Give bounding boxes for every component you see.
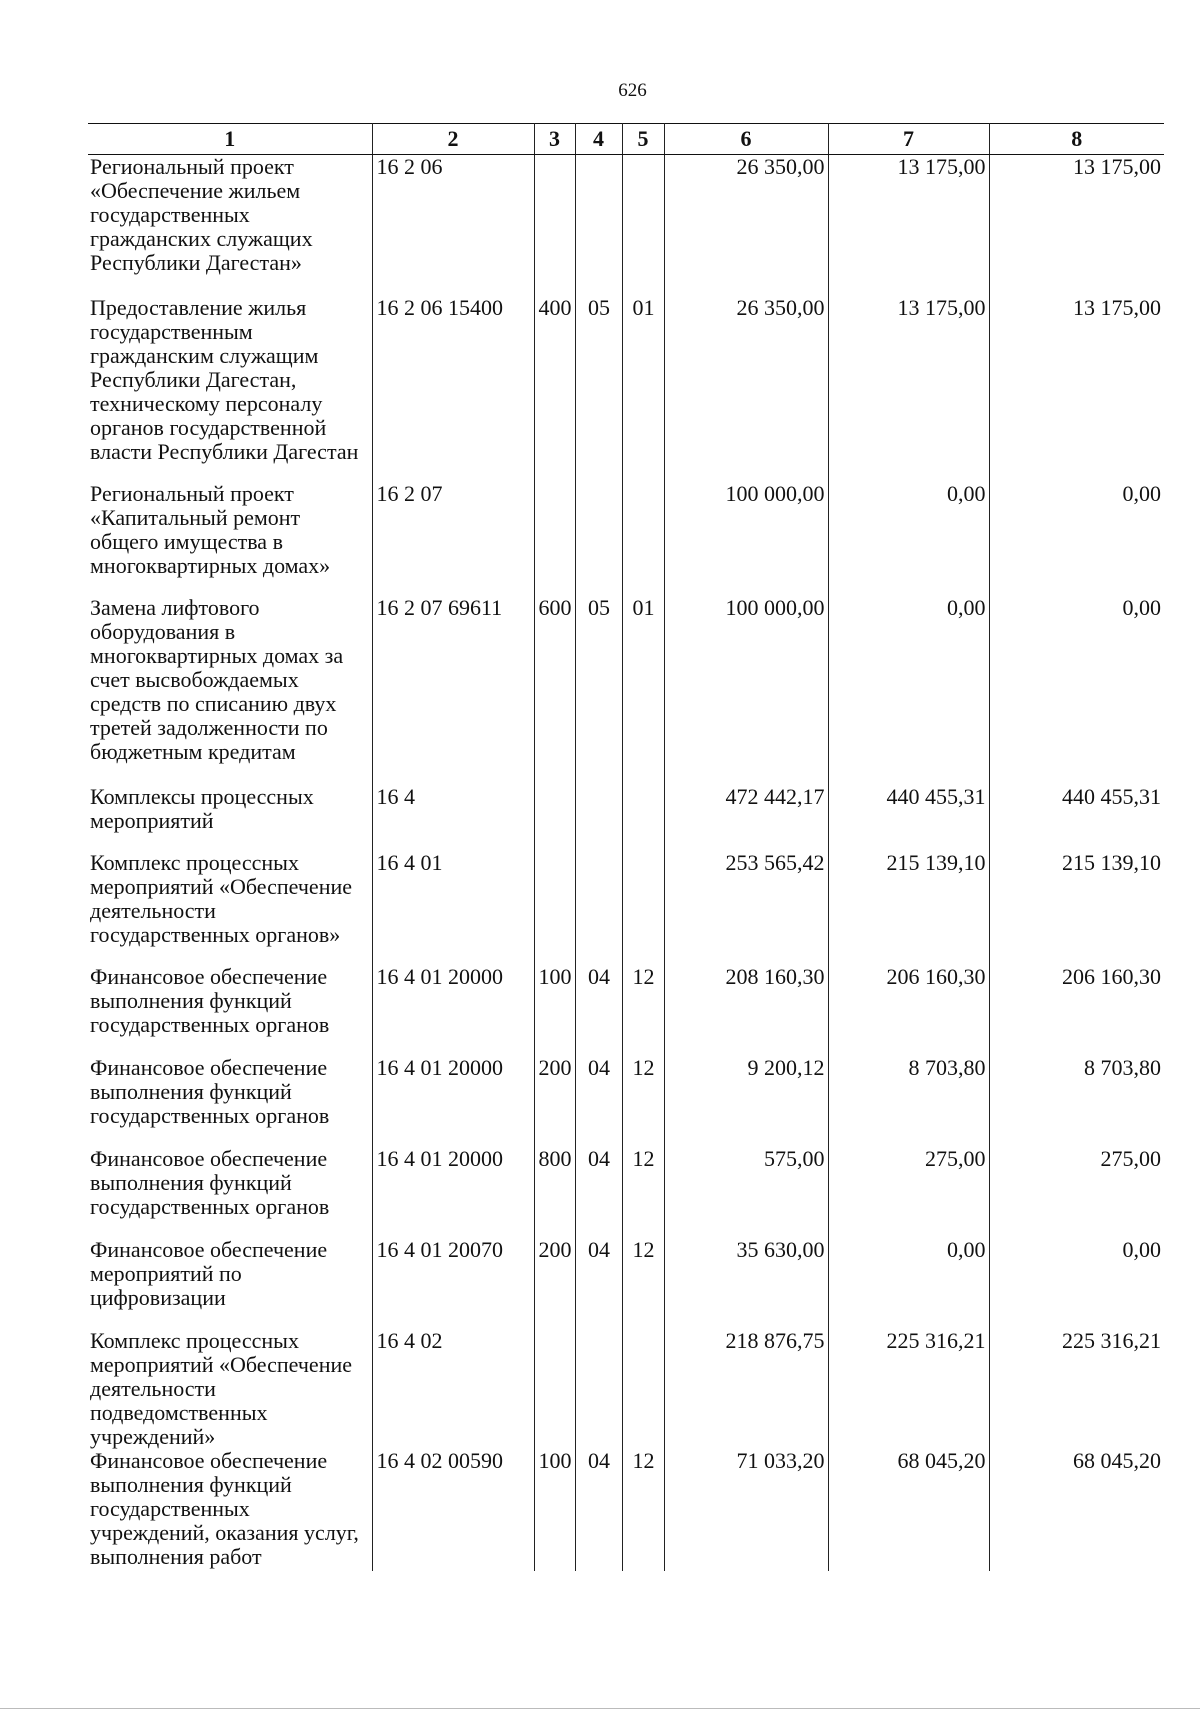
row-value-6: 472 442,17	[664, 785, 828, 851]
row-name: Комплекс процессных мероприятий «Обеспечение деятельности подведомственных учреждений»	[88, 1329, 372, 1449]
row-value-6: 218 876,75	[664, 1329, 828, 1449]
page-number: 626	[618, 80, 647, 101]
header-col-1: 1	[88, 124, 372, 155]
row-name: Финансовое обеспечение выполнения функций государственных органов	[88, 1147, 372, 1238]
row-value-6: 26 350,00	[664, 296, 828, 482]
row-col5: 12	[622, 1056, 664, 1147]
row-name: Замена лифтового оборудования в многоквартирных домах за счет высвобождаемых средств по списанию двух третей задолженности по бюджетным кредитам	[88, 596, 372, 785]
table-row	[88, 1147, 1164, 1238]
row-name: Предоставление жилья государственным гражданским служащим Республики Дагестан, техническому персоналу органов государственной власти Республики Дагестан	[88, 296, 372, 482]
row-col3: 200	[534, 1238, 575, 1329]
header-col-4: 4	[575, 124, 622, 155]
row-name: Финансовое обеспечение выполнения функций государственных органов	[88, 965, 372, 1056]
row-code: 16 2 06	[372, 155, 534, 296]
header-col-8: 8	[989, 124, 1164, 155]
row-name: Региональный проект «Капитальный ремонт общего имущества в многоквартирных домах»	[88, 482, 372, 596]
row-value-6: 100 000,00	[664, 482, 828, 596]
row-code: 16 4 01 20000	[372, 1056, 534, 1147]
row-col5	[622, 851, 664, 965]
row-value-6: 100 000,00	[664, 596, 828, 785]
row-value-8: 206 160,30	[989, 965, 1164, 1056]
row-col4: 05	[575, 296, 622, 482]
row-value-6: 35 630,00	[664, 1238, 828, 1329]
row-col3: 600	[534, 596, 575, 785]
row-value-8: 8 703,80	[989, 1056, 1164, 1147]
row-value-6: 9 200,12	[664, 1056, 828, 1147]
row-col3	[534, 1329, 575, 1449]
row-name: Комплекс процессных мероприятий «Обеспечение деятельности государственных органов»	[88, 851, 372, 965]
table-row	[88, 1449, 1164, 1571]
row-value-7: 0,00	[828, 596, 989, 785]
row-col4	[575, 155, 622, 296]
row-value-8: 0,00	[989, 482, 1164, 596]
row-col3	[534, 482, 575, 596]
header-col-2: 2	[372, 124, 534, 155]
row-value-8: 440 455,31	[989, 785, 1164, 851]
header-row	[88, 124, 1164, 155]
row-value-7: 0,00	[828, 1238, 989, 1329]
table-row	[88, 596, 1164, 785]
table-row	[88, 155, 1164, 296]
table-row	[88, 785, 1164, 851]
row-code: 16 4 01 20000	[372, 965, 534, 1056]
row-col5: 12	[622, 1449, 664, 1571]
row-col5	[622, 482, 664, 596]
row-value-7: 0,00	[828, 482, 989, 596]
row-col3: 100	[534, 1449, 575, 1571]
row-col4	[575, 1329, 622, 1449]
row-col5	[622, 785, 664, 851]
header-col-6: 6	[664, 124, 828, 155]
row-value-8: 225 316,21	[989, 1329, 1164, 1449]
row-code: 16 4 01 20000	[372, 1147, 534, 1238]
row-col3: 800	[534, 1147, 575, 1238]
row-col4: 05	[575, 596, 622, 785]
row-name: Региональный проект «Обеспечение жильем государственных гражданских служащих Республики Дагестан»	[88, 155, 372, 296]
row-col3: 400	[534, 296, 575, 482]
row-code: 16 2 07 69611	[372, 596, 534, 785]
row-col5: 12	[622, 965, 664, 1056]
table-row	[88, 1329, 1164, 1449]
row-value-8: 275,00	[989, 1147, 1164, 1238]
row-value-7: 440 455,31	[828, 785, 989, 851]
table-row	[88, 482, 1164, 596]
row-name: Финансовое обеспечение выполнения функций государственных органов	[88, 1056, 372, 1147]
row-value-7: 206 160,30	[828, 965, 989, 1056]
row-value-8: 215 139,10	[989, 851, 1164, 965]
row-col5: 01	[622, 296, 664, 482]
row-name: Финансовое обеспечение выполнения функций государственных учреждений, оказания услуг, выполнения работ	[88, 1449, 372, 1571]
row-col4: 04	[575, 1147, 622, 1238]
row-code: 16 4 01	[372, 851, 534, 965]
row-col5: 01	[622, 596, 664, 785]
row-value-6: 575,00	[664, 1147, 828, 1238]
row-code: 16 4 01 20070	[372, 1238, 534, 1329]
row-col4: 04	[575, 1238, 622, 1329]
row-col3	[534, 851, 575, 965]
table-header	[88, 124, 1164, 155]
row-value-6: 26 350,00	[664, 155, 828, 296]
bottom-edge-rule	[0, 1708, 1200, 1709]
row-col4: 04	[575, 1056, 622, 1147]
header-col-7: 7	[828, 124, 989, 155]
row-code: 16 4 02 00590	[372, 1449, 534, 1571]
row-col4	[575, 482, 622, 596]
row-code: 16 4	[372, 785, 534, 851]
row-value-8: 13 175,00	[989, 155, 1164, 296]
row-col3: 200	[534, 1056, 575, 1147]
row-col3	[534, 155, 575, 296]
row-col3	[534, 785, 575, 851]
row-col4: 04	[575, 1449, 622, 1571]
row-value-6: 208 160,30	[664, 965, 828, 1056]
row-col5: 12	[622, 1238, 664, 1329]
row-code: 16 2 06 15400	[372, 296, 534, 482]
table-row	[88, 851, 1164, 965]
row-value-7: 68 045,20	[828, 1449, 989, 1571]
row-value-6: 253 565,42	[664, 851, 828, 965]
table-row	[88, 1056, 1164, 1147]
row-col5	[622, 1329, 664, 1449]
row-value-8: 0,00	[989, 1238, 1164, 1329]
table-row	[88, 1238, 1164, 1329]
row-code: 16 2 07	[372, 482, 534, 596]
row-value-6: 71 033,20	[664, 1449, 828, 1571]
header-col-5: 5	[622, 124, 664, 155]
row-col3: 100	[534, 965, 575, 1056]
budget-table	[88, 123, 1164, 1571]
row-col4	[575, 785, 622, 851]
table-body	[88, 155, 1164, 1571]
row-name: Комплексы процессных мероприятий	[88, 785, 372, 851]
row-value-7: 225 316,21	[828, 1329, 989, 1449]
row-value-7: 13 175,00	[828, 155, 989, 296]
row-name: Финансовое обеспечение мероприятий по цифровизации	[88, 1238, 372, 1329]
row-value-7: 13 175,00	[828, 296, 989, 482]
header-col-3: 3	[534, 124, 575, 155]
row-value-7: 8 703,80	[828, 1056, 989, 1147]
table-row	[88, 296, 1164, 482]
row-code: 16 4 02	[372, 1329, 534, 1449]
row-col4: 04	[575, 965, 622, 1056]
row-value-8: 68 045,20	[989, 1449, 1164, 1571]
table-row	[88, 965, 1164, 1056]
row-col5: 12	[622, 1147, 664, 1238]
row-col4	[575, 851, 622, 965]
row-value-8: 13 175,00	[989, 296, 1164, 482]
row-value-8: 0,00	[989, 596, 1164, 785]
row-col5	[622, 155, 664, 296]
row-value-7: 275,00	[828, 1147, 989, 1238]
row-value-7: 215 139,10	[828, 851, 989, 965]
